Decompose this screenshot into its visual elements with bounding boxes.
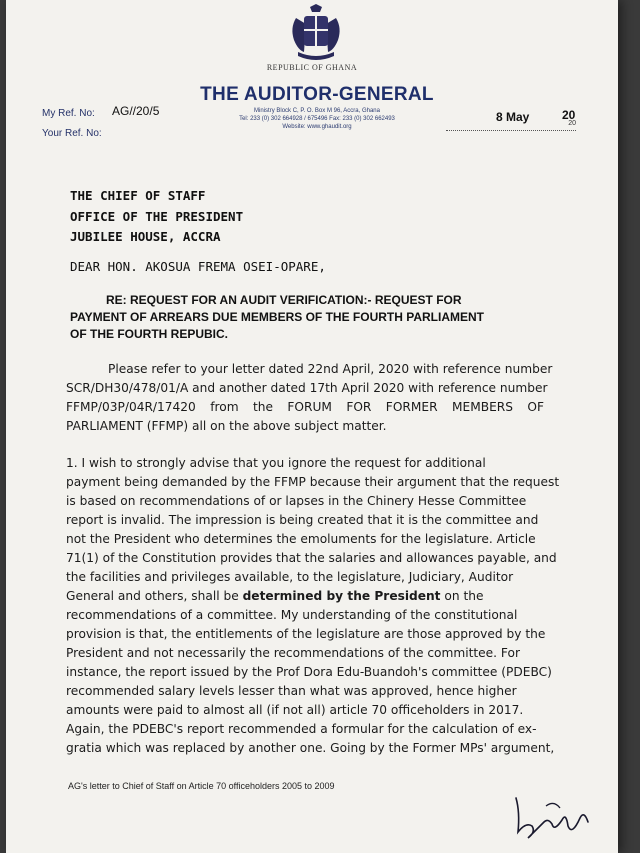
website-line: Website: www.ghaudit.org: [282, 124, 352, 130]
text-line: the facilities and privileges available, to the legislature, Judiciary, Auditor: [66, 570, 514, 584]
ghana-coat-of-arms-icon: [284, 4, 348, 64]
emphasis-text: determined by the President: [242, 589, 441, 603]
text-line: recommended salary levels lesser than what was approved, hence higher: [66, 684, 517, 698]
subject-line: OF THE FOURTH REPUBIC.: [70, 327, 228, 341]
addressee-line: OFFICE OF THE PRESIDENT: [70, 208, 244, 224]
address-line: Ministry Block C, P. O. Box M 96, Accra, Ghana: [254, 108, 380, 114]
paragraph-1: [66, 454, 560, 758]
text-line: [66, 587, 544, 606]
letterhead-title: THE AUDITOR-GENERAL: [200, 84, 434, 105]
text-line: gratia which was replaced by another one. Going by the Former MPs' argument,: [66, 741, 555, 755]
text-line: SCR/DH30/478/01/A and another dated 17th April 2020 with reference number: [66, 381, 548, 395]
signature-icon: [506, 792, 596, 844]
addressee-block: [70, 186, 243, 248]
addressee-line: THE CHIEF OF STAFF: [70, 188, 206, 203]
text-line: President and not necessarily the recommendations of the committee. For: [66, 646, 520, 660]
phone-fax-line: Tel: 233 (0) 302 664928 / 675496 Fax: 233 (0) 302 662493: [239, 116, 395, 122]
date-prefix: 20: [568, 120, 576, 127]
date-day: 8 May: [496, 110, 530, 124]
text-line: payment being demanded by the FFMP because their argument that the request: [66, 475, 560, 489]
text-line: PARLIAMENT (FFMP) all on the above subject matter.: [66, 419, 387, 433]
subject-line: PAYMENT OF ARREARS DUE MEMBERS OF THE FOURTH PARLIAMENT: [70, 310, 485, 324]
subject-block: [70, 292, 542, 343]
salutation: DEAR HON. AKOSUA FREMA OSEI-OPARE,: [70, 259, 326, 274]
republic-label: REPUBLIC OF GHANA: [266, 63, 358, 72]
text-span: General and others, shall be: [66, 589, 239, 603]
text-line: Again, the PDEBC's report recommended a formular for the calculation of ex-: [66, 722, 537, 736]
date-year: 20: [562, 108, 576, 122]
letter-page: [6, 0, 618, 853]
my-ref-value: AG//20/5: [112, 104, 160, 118]
footer-note: AG's letter to Chief of Staff on Article 70 officeholders 2005 to 2009: [68, 781, 335, 791]
text-span: on the: [444, 589, 484, 603]
text-line: 71(1) of the Constitution provides that the salaries and allowances payable, and: [66, 551, 557, 565]
subject-line: RE: REQUEST FOR AN AUDIT VERIFICATION:- REQUEST FOR: [106, 293, 462, 307]
text-line: not the President who determines the emoluments for the legislature. Article: [66, 532, 536, 546]
my-ref-label: My Ref. No:: [42, 108, 95, 119]
your-ref-label: Your Ref. No:: [42, 128, 102, 139]
text-line: instance, the report issued by the Prof Dora Edu-Buandoh's committee (PDEBC): [66, 665, 552, 679]
text-line: recommendations of a committee. My understanding of the constitutional: [66, 608, 518, 622]
text-line: 1. I wish to strongly advise that you ignore the request for additional: [66, 456, 486, 470]
text-line: Please refer to your letter dated 22nd April, 2020 with reference number: [108, 362, 553, 376]
addressee-line: JUBILEE HOUSE, ACCRA: [70, 229, 221, 244]
text-line: is based on recommendations of or lapses in the Chinery Hesse Committee: [66, 494, 527, 508]
text-line: report is invalid. The impression is being created that it is the committee and: [66, 513, 539, 527]
text-line: amounts were paid to almost all (if not all) article 70 officeholders in 2017.: [66, 703, 524, 717]
intro-paragraph: [66, 360, 553, 436]
text-line: FFMP/03P/04R/17420 from the FORUM FOR FORMER MEMBERS OF: [66, 400, 544, 414]
text-line: provision is that, the entitlements of the legislature are those approved by the: [66, 627, 546, 641]
